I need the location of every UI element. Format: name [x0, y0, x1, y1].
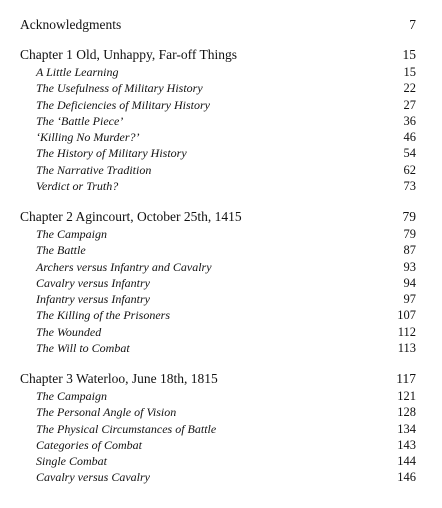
chapter-heading-1 [20, 46, 416, 64]
section-entry [20, 453, 416, 469]
section-page-number: 93 [403, 259, 416, 274]
section-entry [20, 437, 416, 453]
section-page-number: 112 [397, 324, 416, 339]
section-title: The Killing of the Prisoners [36, 308, 171, 323]
section-entry [20, 80, 416, 96]
section-page-number: 79 [403, 227, 416, 241]
section-page-number: 36 [403, 113, 416, 128]
section-entry [20, 275, 416, 291]
section-page-number: 134 [397, 421, 416, 436]
chapter-title: Chapter 2 Agincourt, October 25th, 1415 [20, 209, 242, 224]
toc-entry-acknowledgments [20, 16, 416, 34]
section-title: Archers versus Infantry and Cavalry [36, 259, 212, 274]
section-title: The Will to Combat [36, 340, 130, 355]
section-page-number: 54 [403, 146, 416, 161]
section-page-number: 128 [397, 405, 416, 420]
section-entry [20, 324, 416, 340]
section-title: The History of Military History [36, 146, 187, 161]
section-entry [20, 388, 416, 404]
section-page-number: 113 [397, 340, 416, 355]
chapter-heading-2 [20, 208, 416, 226]
section-entry [20, 129, 416, 145]
section-title: Single Combat [36, 454, 107, 468]
chapter-page-number: 117 [396, 371, 416, 386]
section-entry [20, 469, 416, 485]
section-entry [20, 97, 416, 113]
section-title: Infantry versus Infantry [36, 292, 150, 306]
section-title: Categories of Combat [36, 437, 143, 452]
section-title: The Campaign [36, 389, 108, 403]
section-entry [20, 242, 416, 258]
section-title: Cavalry versus Infantry [36, 275, 150, 290]
section-page-number: 62 [403, 162, 416, 177]
section-title: The Campaign [36, 227, 108, 241]
section-page-number: 97 [403, 292, 416, 306]
section-page-number: 27 [403, 97, 416, 112]
section-page-number: 94 [403, 275, 416, 290]
section-page-number: 73 [403, 178, 416, 193]
section-page-number: 121 [397, 389, 416, 403]
section-entry [20, 340, 416, 356]
section-page-number: 15 [403, 65, 416, 79]
chapter-page-number: 79 [402, 209, 416, 224]
section-title: The Personal Angle of Vision [36, 405, 177, 420]
section-title: A Little Learning [36, 65, 119, 79]
section-title: The Narrative Tradition [36, 162, 152, 177]
section-entry [20, 162, 416, 178]
section-title: The Deficiencies of Military History [36, 97, 210, 112]
section-entry [20, 64, 416, 80]
section-title: ‘Killing No Murder?’ [36, 130, 140, 144]
section-page-number: 22 [403, 81, 416, 96]
section-title: The Usefulness of Military History [36, 81, 203, 96]
section-entry [20, 404, 416, 420]
section-title: Verdict or Truth? [36, 178, 119, 193]
chapter-title: Chapter 1 Old, Unhappy, Far-off Things [20, 47, 237, 62]
section-entry [20, 291, 416, 307]
section-page-number: 146 [397, 470, 416, 485]
section-page-number: 107 [397, 308, 416, 323]
section-entry [20, 259, 416, 275]
section-entry [20, 307, 416, 323]
section-entry [20, 421, 416, 437]
section-page-number: 143 [397, 437, 416, 452]
section-title: The Wounded [36, 324, 102, 339]
section-page-number: 46 [403, 130, 416, 144]
section-entry [20, 226, 416, 242]
toc-entry-title: Acknowledgments [20, 17, 122, 32]
section-title: The Battle [36, 243, 86, 258]
toc-entry-page-number: 7 [409, 17, 416, 32]
section-entry [20, 145, 416, 161]
chapter-heading-3 [20, 370, 416, 388]
section-entry [20, 178, 416, 194]
section-page-number: 87 [403, 243, 416, 258]
section-title: Cavalry versus Cavalry [36, 470, 150, 485]
chapter-page-number: 15 [402, 47, 416, 62]
section-entry [20, 113, 416, 129]
chapter-title: Chapter 3 Waterloo, June 18th, 1815 [20, 371, 218, 386]
section-title: The Physical Circumstances of Battle [36, 421, 217, 436]
section-title: The ‘Battle Piece’ [36, 113, 124, 128]
section-page-number: 144 [397, 454, 416, 468]
